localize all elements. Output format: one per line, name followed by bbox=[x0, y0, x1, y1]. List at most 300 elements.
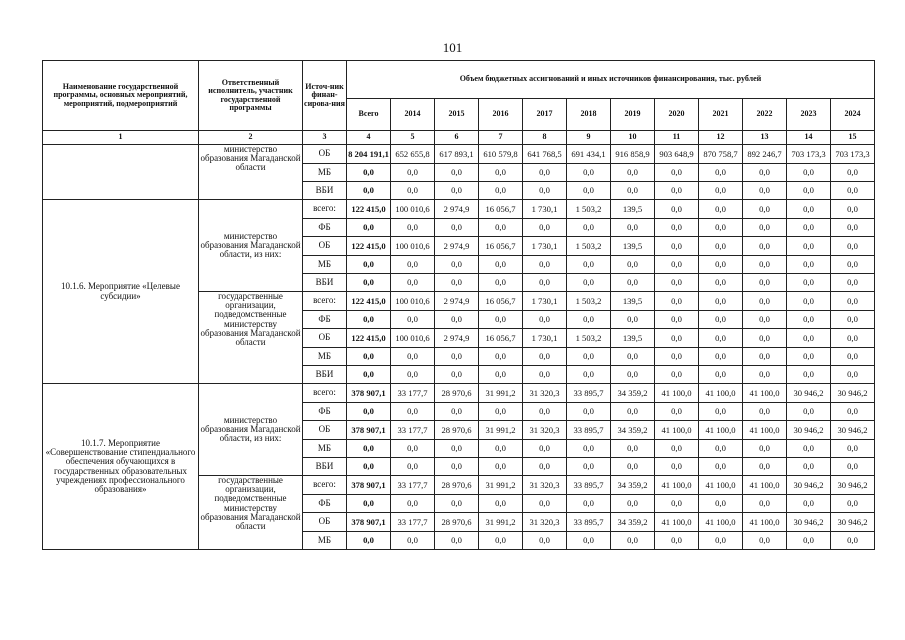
year-value: 0,0 bbox=[479, 182, 523, 200]
year-value: 31 320,3 bbox=[523, 476, 567, 495]
year-value: 0,0 bbox=[787, 458, 831, 476]
year-value: 0,0 bbox=[523, 164, 567, 182]
total-value: 0,0 bbox=[347, 164, 391, 182]
year-value: 0,0 bbox=[479, 219, 523, 237]
year-value: 0,0 bbox=[391, 348, 435, 366]
year-value: 2 974,9 bbox=[435, 200, 479, 219]
year-value: 0,0 bbox=[743, 311, 787, 329]
year-value: 31 991,2 bbox=[479, 421, 523, 440]
year-value: 0,0 bbox=[655, 348, 699, 366]
year-value: 0,0 bbox=[655, 440, 699, 458]
year-value: 0,0 bbox=[787, 329, 831, 348]
year-value: 30 946,2 bbox=[831, 476, 875, 495]
year-value: 41 100,0 bbox=[655, 421, 699, 440]
year-value: 0,0 bbox=[699, 292, 743, 311]
year-value: 0,0 bbox=[655, 200, 699, 219]
year-value: 33 895,7 bbox=[567, 421, 611, 440]
header-name-column: Наименование государственной программы, основных мероприятий, мероприятий, подмероприятий bbox=[43, 61, 199, 131]
year-value: 0,0 bbox=[523, 256, 567, 274]
year-value: 16 056,7 bbox=[479, 292, 523, 311]
year-header: 2014 bbox=[391, 99, 435, 131]
year-value: 0,0 bbox=[523, 403, 567, 421]
year-value: 0,0 bbox=[567, 164, 611, 182]
year-value: 0,0 bbox=[831, 440, 875, 458]
year-value: 0,0 bbox=[611, 219, 655, 237]
year-value: 0,0 bbox=[435, 311, 479, 329]
funding-source: ОБ bbox=[303, 237, 347, 256]
year-value: 30 946,2 bbox=[787, 384, 831, 403]
table-row bbox=[43, 200, 875, 219]
header-volume: Объем бюджетных ассигнований и иных источников финансирования, тыс. рублей bbox=[347, 61, 875, 99]
column-numbers-row bbox=[43, 131, 875, 145]
year-value: 0,0 bbox=[787, 274, 831, 292]
year-value: 33 895,7 bbox=[567, 513, 611, 532]
funding-source: ФБ bbox=[303, 403, 347, 421]
column-number: 6 bbox=[435, 131, 479, 145]
table-row bbox=[43, 384, 875, 403]
total-value: 122 415,0 bbox=[347, 237, 391, 256]
year-value: 0,0 bbox=[787, 403, 831, 421]
year-value: 0,0 bbox=[391, 495, 435, 513]
year-value: 0,0 bbox=[787, 237, 831, 256]
year-value: 0,0 bbox=[611, 256, 655, 274]
executor-name: министерство образования Магаданской области, из них: bbox=[199, 200, 303, 292]
year-value: 0,0 bbox=[743, 292, 787, 311]
column-number: 5 bbox=[391, 131, 435, 145]
year-value: 41 100,0 bbox=[743, 476, 787, 495]
year-value: 0,0 bbox=[655, 237, 699, 256]
year-value: 0,0 bbox=[391, 219, 435, 237]
year-value: 139,5 bbox=[611, 292, 655, 311]
year-value: 41 100,0 bbox=[655, 384, 699, 403]
year-value: 0,0 bbox=[699, 495, 743, 513]
funding-source: МБ bbox=[303, 532, 347, 550]
year-value: 41 100,0 bbox=[655, 476, 699, 495]
year-value: 0,0 bbox=[787, 366, 831, 384]
total-value: 0,0 bbox=[347, 366, 391, 384]
header-executor-column: Ответственный исполнитель, участник государственной программы bbox=[199, 61, 303, 131]
year-value: 0,0 bbox=[567, 274, 611, 292]
year-value: 0,0 bbox=[787, 440, 831, 458]
header-source-column: Источ-ник финан-сирова-ния bbox=[303, 61, 347, 131]
column-number: 10 bbox=[611, 131, 655, 145]
year-value: 0,0 bbox=[655, 329, 699, 348]
year-value: 2 974,9 bbox=[435, 292, 479, 311]
column-number: 2 bbox=[199, 131, 303, 145]
year-header: 2021 bbox=[699, 99, 743, 131]
year-value: 0,0 bbox=[435, 219, 479, 237]
year-value: 0,0 bbox=[391, 256, 435, 274]
total-value: 378 907,1 bbox=[347, 421, 391, 440]
year-header: 2023 bbox=[787, 99, 831, 131]
year-value: 41 100,0 bbox=[699, 476, 743, 495]
total-value: 8 204 191,1 bbox=[347, 145, 391, 164]
funding-source: МБ bbox=[303, 164, 347, 182]
year-value: 0,0 bbox=[699, 182, 743, 200]
year-value: 33 177,7 bbox=[391, 421, 435, 440]
column-number: 15 bbox=[831, 131, 875, 145]
year-value: 33 895,7 bbox=[567, 384, 611, 403]
year-value: 0,0 bbox=[655, 495, 699, 513]
year-value: 0,0 bbox=[435, 495, 479, 513]
year-value: 0,0 bbox=[655, 311, 699, 329]
table-row bbox=[43, 145, 875, 164]
year-value: 31 320,3 bbox=[523, 384, 567, 403]
year-value: 0,0 bbox=[611, 495, 655, 513]
year-value: 139,5 bbox=[611, 237, 655, 256]
total-value: 0,0 bbox=[347, 219, 391, 237]
year-value: 0,0 bbox=[699, 329, 743, 348]
year-header: 2015 bbox=[435, 99, 479, 131]
year-value: 0,0 bbox=[567, 403, 611, 421]
year-value: 0,0 bbox=[831, 164, 875, 182]
year-value: 0,0 bbox=[743, 532, 787, 550]
year-value: 0,0 bbox=[391, 440, 435, 458]
total-value: 0,0 bbox=[347, 532, 391, 550]
year-value: 0,0 bbox=[523, 366, 567, 384]
year-value: 0,0 bbox=[523, 532, 567, 550]
budget-table bbox=[42, 60, 875, 550]
activity-name bbox=[43, 145, 199, 200]
year-value: 41 100,0 bbox=[743, 384, 787, 403]
funding-source: ОБ bbox=[303, 145, 347, 164]
year-value: 28 970,6 bbox=[435, 513, 479, 532]
column-number: 8 bbox=[523, 131, 567, 145]
total-value: 0,0 bbox=[347, 495, 391, 513]
year-value: 0,0 bbox=[435, 274, 479, 292]
year-value: 916 858,9 bbox=[611, 145, 655, 164]
year-value: 0,0 bbox=[479, 458, 523, 476]
year-value: 0,0 bbox=[567, 440, 611, 458]
year-value: 0,0 bbox=[743, 458, 787, 476]
funding-source: ВБИ bbox=[303, 366, 347, 384]
year-value: 0,0 bbox=[391, 164, 435, 182]
year-value: 41 100,0 bbox=[699, 384, 743, 403]
year-value: 1 730,1 bbox=[523, 329, 567, 348]
year-value: 0,0 bbox=[743, 237, 787, 256]
year-value: 0,0 bbox=[831, 219, 875, 237]
year-value: 703 173,3 bbox=[787, 145, 831, 164]
year-value: 0,0 bbox=[567, 458, 611, 476]
year-value: 0,0 bbox=[699, 311, 743, 329]
year-value: 0,0 bbox=[655, 164, 699, 182]
year-value: 0,0 bbox=[655, 292, 699, 311]
year-header: 2017 bbox=[523, 99, 567, 131]
column-number: 11 bbox=[655, 131, 699, 145]
year-value: 0,0 bbox=[831, 403, 875, 421]
total-value: 378 907,1 bbox=[347, 384, 391, 403]
year-value: 0,0 bbox=[479, 274, 523, 292]
year-value: 0,0 bbox=[655, 182, 699, 200]
executor-name: министерство образования Магаданской области bbox=[199, 145, 303, 200]
year-value: 139,5 bbox=[611, 200, 655, 219]
year-value: 33 177,7 bbox=[391, 513, 435, 532]
column-number: 4 bbox=[347, 131, 391, 145]
year-value: 0,0 bbox=[435, 256, 479, 274]
year-value: 0,0 bbox=[479, 164, 523, 182]
year-value: 139,5 bbox=[611, 329, 655, 348]
year-value: 641 768,5 bbox=[523, 145, 567, 164]
year-value: 1 730,1 bbox=[523, 292, 567, 311]
year-value: 33 895,7 bbox=[567, 476, 611, 495]
year-value: 0,0 bbox=[611, 366, 655, 384]
year-value: 31 320,3 bbox=[523, 513, 567, 532]
year-value: 0,0 bbox=[831, 329, 875, 348]
year-value: 0,0 bbox=[699, 366, 743, 384]
year-value: 0,0 bbox=[655, 219, 699, 237]
year-value: 100 010,6 bbox=[391, 292, 435, 311]
year-value: 0,0 bbox=[831, 495, 875, 513]
year-value: 0,0 bbox=[567, 182, 611, 200]
year-value: 28 970,6 bbox=[435, 421, 479, 440]
year-value: 0,0 bbox=[831, 256, 875, 274]
year-value: 0,0 bbox=[391, 458, 435, 476]
year-value: 16 056,7 bbox=[479, 237, 523, 256]
total-value: 0,0 bbox=[347, 458, 391, 476]
year-value: 0,0 bbox=[699, 200, 743, 219]
year-value: 1 503,2 bbox=[567, 329, 611, 348]
year-value: 100 010,6 bbox=[391, 237, 435, 256]
funding-source: всего: bbox=[303, 292, 347, 311]
funding-source: МБ bbox=[303, 348, 347, 366]
year-value: 0,0 bbox=[435, 366, 479, 384]
year-value: 617 893,1 bbox=[435, 145, 479, 164]
year-value: 1 503,2 bbox=[567, 200, 611, 219]
year-value: 0,0 bbox=[611, 440, 655, 458]
total-value: 0,0 bbox=[347, 440, 391, 458]
year-value: 652 655,8 bbox=[391, 145, 435, 164]
year-value: 892 246,7 bbox=[743, 145, 787, 164]
year-value: 16 056,7 bbox=[479, 200, 523, 219]
funding-source: ФБ bbox=[303, 495, 347, 513]
year-value: 0,0 bbox=[743, 403, 787, 421]
year-value: 0,0 bbox=[743, 182, 787, 200]
year-value: 0,0 bbox=[611, 458, 655, 476]
year-value: 870 758,7 bbox=[699, 145, 743, 164]
funding-source: МБ bbox=[303, 256, 347, 274]
funding-source: ВБИ bbox=[303, 458, 347, 476]
year-value: 0,0 bbox=[787, 311, 831, 329]
year-value: 0,0 bbox=[699, 164, 743, 182]
column-number: 3 bbox=[303, 131, 347, 145]
executor-name: государственные организации, подведомственные министерству образования Магаданской области bbox=[199, 476, 303, 550]
year-value: 610 579,8 bbox=[479, 145, 523, 164]
year-value: 30 946,2 bbox=[831, 513, 875, 532]
year-header: 2019 bbox=[611, 99, 655, 131]
column-number: 7 bbox=[479, 131, 523, 145]
year-value: 0,0 bbox=[391, 182, 435, 200]
year-value: 0,0 bbox=[743, 219, 787, 237]
year-value: 0,0 bbox=[655, 366, 699, 384]
year-value: 0,0 bbox=[523, 182, 567, 200]
year-value: 0,0 bbox=[391, 532, 435, 550]
funding-source: всего: bbox=[303, 476, 347, 495]
total-value: 0,0 bbox=[347, 256, 391, 274]
year-header: 2018 bbox=[567, 99, 611, 131]
year-value: 30 946,2 bbox=[787, 476, 831, 495]
year-value: 0,0 bbox=[743, 274, 787, 292]
total-value: 122 415,0 bbox=[347, 329, 391, 348]
year-value: 0,0 bbox=[655, 403, 699, 421]
year-value: 0,0 bbox=[435, 348, 479, 366]
year-value: 41 100,0 bbox=[699, 513, 743, 532]
year-value: 34 359,2 bbox=[611, 513, 655, 532]
column-number: 14 bbox=[787, 131, 831, 145]
year-value: 28 970,6 bbox=[435, 384, 479, 403]
year-value: 0,0 bbox=[831, 237, 875, 256]
year-value: 0,0 bbox=[831, 182, 875, 200]
year-value: 0,0 bbox=[787, 200, 831, 219]
year-value: 0,0 bbox=[479, 366, 523, 384]
executor-name: государственные организации, подведомственные министерству образования Магаданской области bbox=[199, 292, 303, 384]
year-value: 691 434,1 bbox=[567, 145, 611, 164]
total-value: 122 415,0 bbox=[347, 292, 391, 311]
activity-name: 10.1.6. Мероприятие «Целевые субсидии» bbox=[43, 200, 199, 384]
year-value: 0,0 bbox=[391, 366, 435, 384]
year-value: 0,0 bbox=[435, 532, 479, 550]
year-value: 100 010,6 bbox=[391, 200, 435, 219]
year-value: 0,0 bbox=[523, 458, 567, 476]
year-value: 0,0 bbox=[699, 532, 743, 550]
year-value: 0,0 bbox=[831, 292, 875, 311]
year-value: 0,0 bbox=[479, 495, 523, 513]
year-value: 0,0 bbox=[611, 311, 655, 329]
year-value: 0,0 bbox=[787, 164, 831, 182]
year-value: 2 974,9 bbox=[435, 237, 479, 256]
year-value: 33 177,7 bbox=[391, 384, 435, 403]
year-value: 0,0 bbox=[567, 348, 611, 366]
year-value: 0,0 bbox=[611, 532, 655, 550]
year-value: 0,0 bbox=[655, 256, 699, 274]
year-value: 0,0 bbox=[743, 495, 787, 513]
year-value: 31 991,2 bbox=[479, 513, 523, 532]
year-value: 30 946,2 bbox=[831, 384, 875, 403]
year-value: 0,0 bbox=[523, 219, 567, 237]
year-value: 0,0 bbox=[523, 274, 567, 292]
year-value: 0,0 bbox=[435, 440, 479, 458]
funding-source: ВБИ bbox=[303, 182, 347, 200]
funding-source: ОБ bbox=[303, 329, 347, 348]
year-value: 0,0 bbox=[831, 366, 875, 384]
year-value: 0,0 bbox=[523, 311, 567, 329]
year-value: 0,0 bbox=[831, 458, 875, 476]
year-value: 903 648,9 bbox=[655, 145, 699, 164]
year-value: 34 359,2 bbox=[611, 476, 655, 495]
executor-name: министерство образования Магаданской области, из них: bbox=[199, 384, 303, 476]
year-value: 0,0 bbox=[787, 182, 831, 200]
year-value: 0,0 bbox=[611, 403, 655, 421]
year-value: 0,0 bbox=[567, 532, 611, 550]
column-number: 1 bbox=[43, 131, 199, 145]
year-value: 0,0 bbox=[567, 495, 611, 513]
year-value: 0,0 bbox=[743, 256, 787, 274]
year-value: 1 503,2 bbox=[567, 237, 611, 256]
year-value: 0,0 bbox=[435, 182, 479, 200]
year-header: 2022 bbox=[743, 99, 787, 131]
funding-source: всего: bbox=[303, 384, 347, 403]
year-value: 0,0 bbox=[611, 164, 655, 182]
year-value: 0,0 bbox=[699, 440, 743, 458]
year-value: 0,0 bbox=[523, 495, 567, 513]
year-value: 0,0 bbox=[831, 311, 875, 329]
column-number: 9 bbox=[567, 131, 611, 145]
year-value: 0,0 bbox=[743, 366, 787, 384]
year-value: 0,0 bbox=[699, 219, 743, 237]
year-value: 16 056,7 bbox=[479, 329, 523, 348]
year-value: 34 359,2 bbox=[611, 384, 655, 403]
column-number: 12 bbox=[699, 131, 743, 145]
year-value: 0,0 bbox=[831, 532, 875, 550]
table-body bbox=[43, 145, 875, 550]
year-value: 0,0 bbox=[479, 532, 523, 550]
year-value: 0,0 bbox=[435, 458, 479, 476]
year-value: 0,0 bbox=[655, 532, 699, 550]
year-value: 0,0 bbox=[655, 274, 699, 292]
year-value: 0,0 bbox=[435, 164, 479, 182]
year-value: 0,0 bbox=[831, 348, 875, 366]
year-value: 0,0 bbox=[787, 495, 831, 513]
funding-source: ОБ bbox=[303, 513, 347, 532]
year-value: 0,0 bbox=[787, 348, 831, 366]
year-value: 31 991,2 bbox=[479, 476, 523, 495]
year-value: 0,0 bbox=[479, 311, 523, 329]
total-value: 0,0 bbox=[347, 403, 391, 421]
funding-source: ВБИ bbox=[303, 274, 347, 292]
year-value: 0,0 bbox=[567, 366, 611, 384]
year-value: 0,0 bbox=[743, 164, 787, 182]
year-value: 0,0 bbox=[831, 274, 875, 292]
total-value: 0,0 bbox=[347, 348, 391, 366]
year-value: 2 974,9 bbox=[435, 329, 479, 348]
year-value: 41 100,0 bbox=[655, 513, 699, 532]
year-value: 0,0 bbox=[699, 458, 743, 476]
year-value: 0,0 bbox=[567, 256, 611, 274]
year-value: 0,0 bbox=[787, 292, 831, 311]
year-value: 0,0 bbox=[699, 256, 743, 274]
year-header: 2016 bbox=[479, 99, 523, 131]
total-value: 0,0 bbox=[347, 311, 391, 329]
year-value: 703 173,3 bbox=[831, 145, 875, 164]
year-value: 0,0 bbox=[743, 440, 787, 458]
year-value: 0,0 bbox=[611, 274, 655, 292]
year-value: 0,0 bbox=[435, 403, 479, 421]
year-value: 0,0 bbox=[699, 237, 743, 256]
year-value: 0,0 bbox=[655, 458, 699, 476]
year-value: 30 946,2 bbox=[831, 421, 875, 440]
funding-source: ОБ bbox=[303, 421, 347, 440]
year-value: 28 970,6 bbox=[435, 476, 479, 495]
page-number: 101 bbox=[442, 40, 463, 55]
year-value: 0,0 bbox=[611, 182, 655, 200]
year-value: 41 100,0 bbox=[743, 513, 787, 532]
year-value: 0,0 bbox=[787, 256, 831, 274]
year-value: 1 730,1 bbox=[523, 200, 567, 219]
year-value: 0,0 bbox=[567, 311, 611, 329]
year-value: 0,0 bbox=[699, 403, 743, 421]
year-value: 30 946,2 bbox=[787, 421, 831, 440]
total-value: 378 907,1 bbox=[347, 476, 391, 495]
year-value: 41 100,0 bbox=[743, 421, 787, 440]
total-value: 378 907,1 bbox=[347, 513, 391, 532]
year-value: 100 010,6 bbox=[391, 329, 435, 348]
year-header: 2024 bbox=[831, 99, 875, 131]
year-value: 0,0 bbox=[743, 348, 787, 366]
year-value: 1 503,2 bbox=[567, 292, 611, 311]
year-value: 0,0 bbox=[391, 274, 435, 292]
year-header: 2020 bbox=[655, 99, 699, 131]
column-number: 13 bbox=[743, 131, 787, 145]
year-header: Всего bbox=[347, 99, 391, 131]
